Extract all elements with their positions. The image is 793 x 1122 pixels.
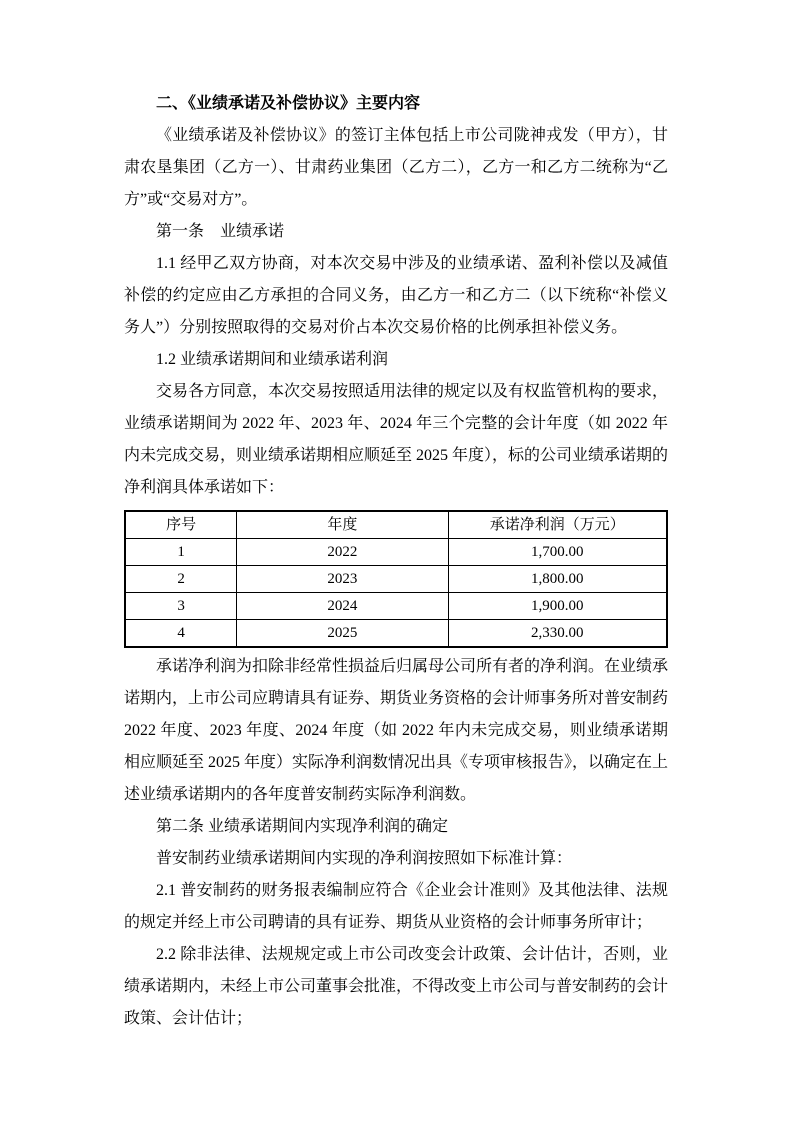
article-2-title: 第二条 业绩承诺期间内实现净利润的确定 <box>156 818 449 835</box>
cell-year: 2022 <box>237 539 448 566</box>
table-row <box>125 593 667 620</box>
cell-year: 2023 <box>237 566 448 593</box>
clause-1-2-title: 1.2 业绩承诺期间和业绩承诺利润 <box>156 351 389 368</box>
article-2-intro: 普安制药业绩承诺期间内实现的净利润按照如下标准计算： <box>156 850 573 867</box>
table-row <box>125 539 667 566</box>
column-header-year: 年度 <box>237 511 448 539</box>
cell-profit: 2,330.00 <box>448 620 667 648</box>
clause-1-1-paragraph: 1.1 经甲乙双方协商，对本次交易中涉及的业绩承诺、盈利补偿以及减值补偿的约定应由乙方承担的合同义务，由乙方一和乙方二（以下统称“补偿义务人”）分别按照取得的交易对价占本次交易价格的比例承担补偿义务。 <box>124 255 668 336</box>
cell-profit: 1,900.00 <box>448 593 667 620</box>
cell-index: 1 <box>125 539 237 566</box>
article-1-title: 第一条 业绩承诺 <box>156 223 285 240</box>
table-row <box>125 620 667 648</box>
cell-index: 3 <box>125 593 237 620</box>
section-heading: 二、《业绩承诺及补偿协议》主要内容 <box>156 95 421 112</box>
document-body <box>124 88 668 1035</box>
profit-commitment-table <box>124 510 668 648</box>
cell-index: 4 <box>125 620 237 648</box>
table-row <box>125 566 667 593</box>
column-header-profit: 承诺净利润（万元） <box>448 511 667 539</box>
cell-profit: 1,800.00 <box>448 566 667 593</box>
cell-index: 2 <box>125 566 237 593</box>
clause-2-1-paragraph: 2.1 普安制药的财务报表编制应符合《企业会计准则》及其他法律、法规的规定并经上市公司聘请的具有证券、期货从业资格的会计师事务所审计； <box>124 882 668 931</box>
column-header-index: 序号 <box>125 511 237 539</box>
intro-paragraph: 《业绩承诺及补偿协议》的签订主体包括上市公司陇神戎发（甲方），甘肃农垦集团（乙方一）、甘肃药业集团（乙方二），乙方一和乙方二统称为“乙方”或“交易对方”。 <box>124 127 668 208</box>
table-header-row <box>125 511 667 539</box>
cell-profit: 1,700.00 <box>448 539 667 566</box>
cell-year: 2024 <box>237 593 448 620</box>
after-table-paragraph: 承诺净利润为扣除非经常性损益后归属母公司所有者的净利润。在业绩承诺期内，上市公司应聘请具有证券、期货业务资格的会计师事务所对普安制药 2022 年度、2023 年度、2024 年度（如 2022 年内未完成交易，则业绩承诺期相应顺延至 2025 年度）实际净利润数情况出具《专项审核报告》，以确定在上述业绩承诺期内的各年度普安制药实际净利润数。 <box>124 658 669 803</box>
clause-2-2-paragraph: 2.2 除非法律、法规规定或上市公司改变会计政策、会计估计，否则，业绩承诺期内，未经上市公司董事会批准，不得改变上市公司与普安制药的会计政策、会计估计； <box>124 946 669 1027</box>
cell-year: 2025 <box>237 620 448 648</box>
clause-1-2-paragraph: 交易各方同意，本次交易按照适用法律的规定以及有权监管机构的要求，业绩承诺期间为 2022 年、2023 年、2024 年三个完整的会计年度（如 2022 年内未完成交易，则业绩承诺期相应顺延至 2025 年度），标的公司业绩承诺期的净利润具体承诺如下： <box>124 383 669 496</box>
